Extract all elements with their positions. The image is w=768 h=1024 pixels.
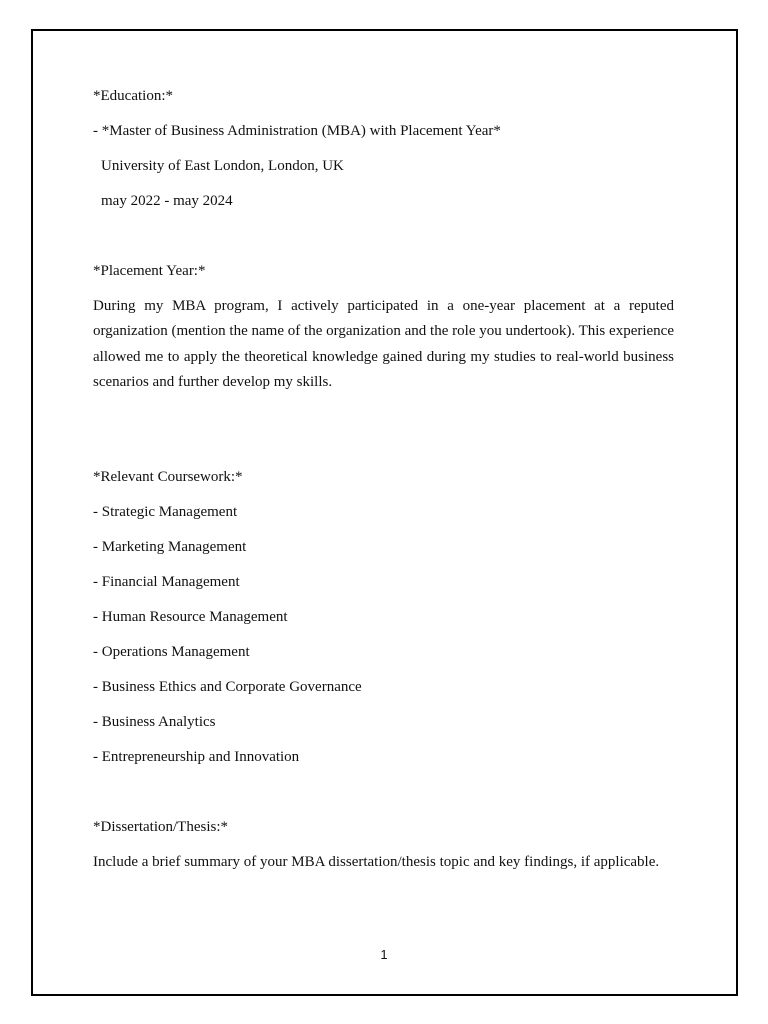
list-item: - Strategic Management (93, 504, 238, 521)
placement-heading: *Placement Year:* (93, 263, 206, 279)
dates-line: may 2022 - may 2024 (101, 193, 233, 209)
list-item: - Marketing Management (93, 539, 247, 556)
list-item: - Human Resource Management (93, 609, 288, 626)
list-item: - Business Ethics and Corporate Governance (93, 679, 362, 696)
section-spacer (93, 430, 674, 465)
section-spacer (93, 224, 674, 259)
dissertation-section (93, 815, 674, 875)
document-body (93, 84, 674, 875)
coursework-section (93, 465, 674, 780)
section-spacer (93, 780, 674, 815)
list-item: - Financial Management (93, 574, 240, 591)
education-section (93, 84, 674, 224)
placement-paragraph: During my MBA program, I actively participated in a one-year placement at a reputed organization (mention the name of the organization and the role you undertook). This experience allowed me to apply the theoretical knowledge gained during my studies to real-world business scenarios and further develop my skills. (93, 298, 674, 390)
dissertation-paragraph: Include a brief summary of your MBA dissertation/thesis topic and key findings, if applicable. (93, 854, 660, 871)
university-line: University of East London, London, UK (101, 158, 344, 174)
list-item: - Entrepreneurship and Innovation (93, 749, 300, 766)
page-number: 1 (380, 947, 388, 962)
education-heading: *Education:* (93, 88, 173, 104)
coursework-heading: *Relevant Coursework:* (93, 469, 243, 486)
dissertation-heading: *Dissertation/Thesis:* (93, 819, 228, 836)
placement-section (93, 259, 674, 395)
list-item: - Operations Management (93, 644, 250, 661)
list-item: - Business Analytics (93, 714, 216, 731)
degree-line: - *Master of Business Administration (MBA) with Placement Year* (93, 123, 501, 139)
coursework-list (93, 500, 674, 780)
